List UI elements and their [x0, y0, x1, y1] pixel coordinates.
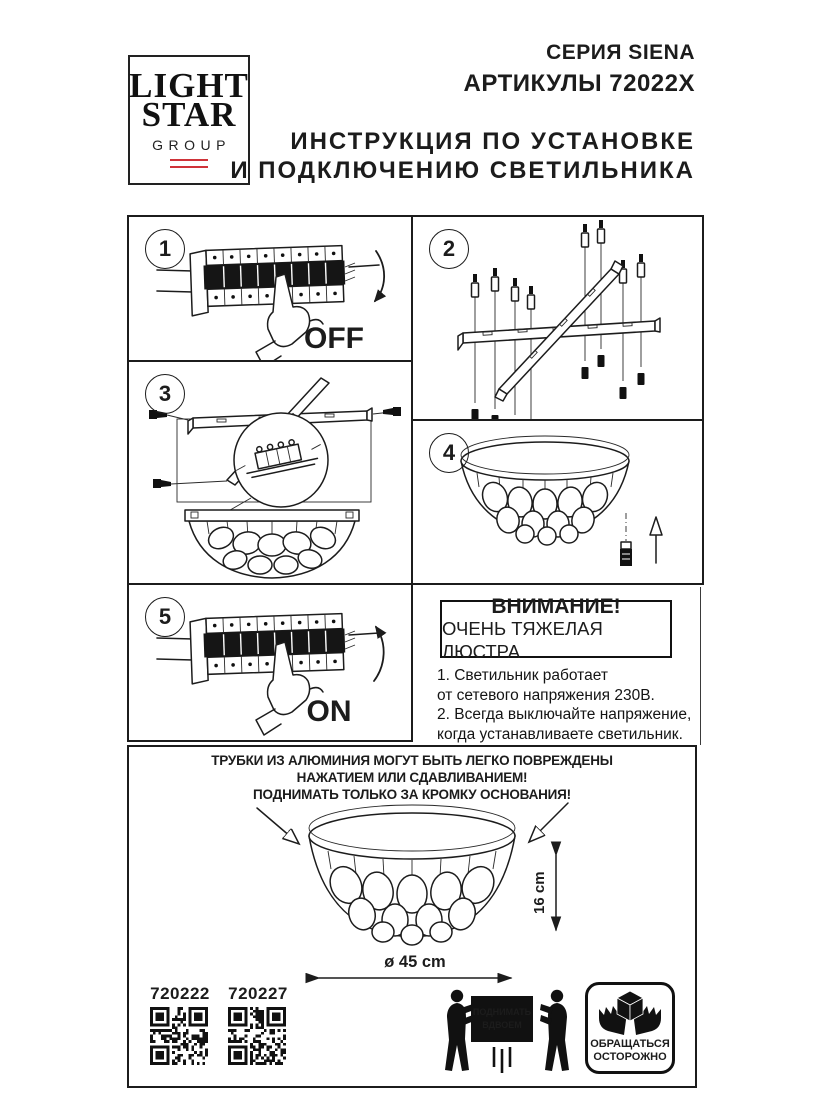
pointer-arrow-right: [530, 803, 568, 841]
care-badge-line1: ОБРАЩАТЬСЯ: [590, 1038, 670, 1050]
cube-icon: [617, 991, 643, 1021]
chandelier-large-drawing: [309, 805, 515, 945]
step-number-1: 1: [145, 229, 185, 269]
step-panel-5: [127, 583, 413, 742]
on-label: ON: [306, 695, 352, 728]
series-title: СЕРИЯ SIENA: [546, 41, 695, 64]
motion-lines: [494, 1047, 510, 1073]
hands-cube-icon: [588, 990, 672, 1036]
notes-block: [437, 666, 693, 744]
articles-title: АРТИКУЛЫ 72022X: [463, 70, 695, 97]
article-code-2: 720227: [228, 984, 288, 1003]
note-line-4: когда устанавливаете светильник.: [437, 725, 683, 743]
lift-badge-line1: ПОДНИМАТЬ: [472, 1007, 532, 1017]
step-panel-2: [411, 215, 704, 421]
table-right-border: [700, 587, 701, 745]
lift-pictogram: [437, 983, 577, 1078]
anchor-set: [472, 220, 645, 419]
step-number-2: 2: [429, 229, 469, 269]
terminal-detail-circle: [232, 413, 328, 507]
step-number-4: 4: [429, 433, 469, 473]
height-dimension-label: 16 cm: [531, 871, 548, 914]
note-line-2: от сетевого напряжения 230В.: [437, 686, 655, 704]
side-screw-lower-left: [153, 479, 227, 488]
care-pictogram: [585, 982, 675, 1074]
chandelier-base-drawing: [185, 510, 359, 578]
height-dimension: [531, 855, 556, 930]
logo-word-light: LIGHT: [129, 66, 249, 106]
tube-warning-line2: НАЖАТИЕМ ИЛИ СДАВЛИВАНИЕМ!: [296, 770, 528, 785]
person-silhouette: [445, 990, 474, 1071]
arrow-down-icon: [375, 251, 384, 301]
logo-word-star: STAR: [141, 95, 237, 134]
tube-warning-line3: ПОДНИМАТЬ ТОЛЬКО ЗА КРОМКУ ОСНОВАНИЯ!: [253, 787, 571, 802]
arrow-up-icon: [650, 517, 662, 563]
side-screw-right: [373, 407, 401, 416]
arrow-up-icon: [374, 627, 384, 681]
note-line-1: 1. Светильник работает: [437, 667, 608, 684]
pointer-arrow-left: [257, 808, 298, 843]
attention-subtitle: ОЧЕНЬ ТЯЖЕЛАЯ ЛЮСТРА: [442, 618, 603, 662]
step-number-3: 3: [145, 374, 185, 414]
lift-badge-line2: ВДВОЕМ: [482, 1020, 522, 1030]
care-badge-line2: ОСТОРОЖНО: [593, 1051, 667, 1063]
header-text-block: [230, 41, 695, 186]
tube-warning-line1: ТРУБКИ ИЗ АЛЮМИНИЯ МОГУТ БЫТЬ ЛЕГКО ПОВРЕЖДЕНЫ: [211, 753, 613, 768]
attention-title: ВНИМАНИЕ!: [491, 595, 621, 619]
step-panel-4: [411, 419, 704, 585]
diameter-dimension: [319, 953, 511, 978]
step-number-5: 5: [145, 597, 185, 637]
off-label: OFF: [304, 322, 364, 355]
flag-green: [141, 159, 170, 168]
step-panel-1: [127, 215, 413, 362]
step-panel-3: [127, 360, 413, 585]
diameter-dimension-label: ø 45 cm: [384, 953, 446, 971]
chandelier-dimension-diagram: [140, 795, 680, 990]
instruction-title-line2: И ПОДКЛЮЧЕНИЮ СВЕТИЛЬНИКА: [230, 157, 695, 185]
note-line-3: 2. Всегда выключайте напряжение,: [437, 706, 692, 723]
qr-code-720222: [150, 1007, 208, 1065]
flag-white: [170, 159, 208, 168]
care-badge-text: [590, 1038, 670, 1064]
instruction-title: [230, 127, 695, 186]
instruction-title-line1: ИНСТРУКЦИЯ ПО УСТАНОВКЕ: [290, 128, 695, 155]
italian-flag-bar: [141, 159, 237, 168]
screw-part: [620, 513, 632, 566]
chandelier-drawing: [461, 436, 629, 545]
lift-badge-box: [471, 996, 533, 1042]
article-code-1: 720222: [150, 984, 210, 1003]
qr-code-720227: [228, 1007, 286, 1065]
logo-word-group: GROUP: [152, 136, 231, 153]
attention-box: [440, 595, 672, 662]
